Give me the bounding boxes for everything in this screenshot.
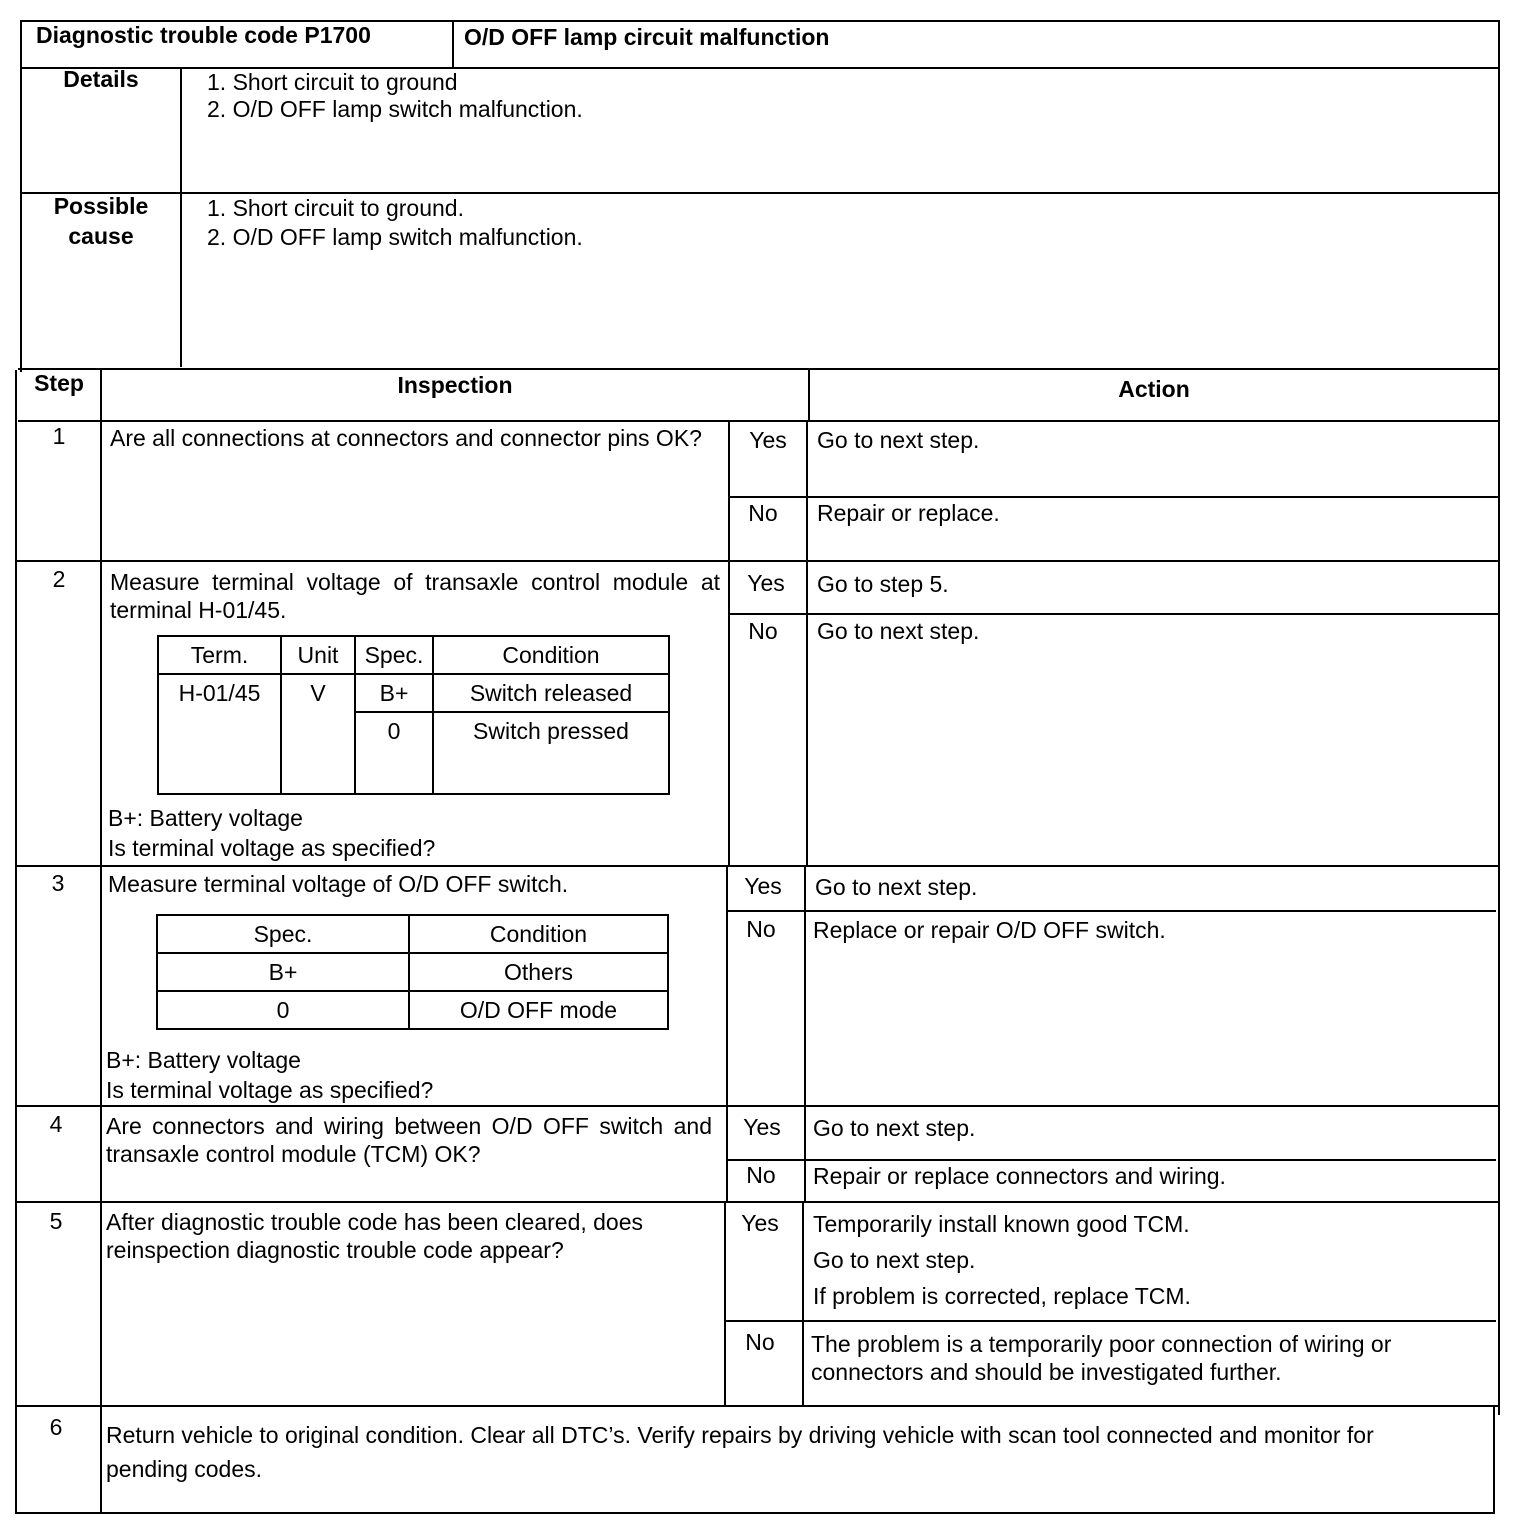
possible-cause-label-line1: Possible [53,193,149,219]
step-2-inspection: Measure terminal voltage of transaxle control module at terminal H-01/45. [110,569,720,623]
step-4-yes-label: Yes [743,1114,781,1140]
s5-yes-bottom [724,1320,1496,1322]
s2-yes-bottom [728,613,1498,615]
cell-spec: B+ [157,953,409,991]
step-2-no-label: No [748,618,778,644]
header-spec: Spec. [355,636,433,674]
step-number-3: 3 [51,870,65,896]
header-unit: Unit [281,636,355,674]
step-5-yes-action-line-2: Go to next step. [813,1247,976,1273]
border-bottom [15,1512,1495,1514]
table-row [157,991,668,1029]
cause-item-2: 2. O/D OFF lamp switch malfunction. [207,224,583,250]
step-1-no-action: Repair or replace. [817,500,1000,526]
step-1-yes-action: Go to next step. [817,427,980,453]
cell-spec: 0 [355,712,433,794]
cause-item-1: 1. Short circuit to ground. [207,195,464,221]
step-number-1: 1 [52,423,66,449]
s5-bottom [16,1405,1498,1407]
s1-yes-bottom [728,496,1498,498]
header-divider [452,20,454,68]
s1-bottom [16,560,1498,562]
border-right [1498,20,1500,1415]
step-2-yes-label: Yes [747,570,785,596]
dtc-code-label: Diagnostic trouble code P1700 [36,22,371,48]
cell-spec: B+ [355,674,433,712]
step-4-yes-action: Go to next step. [813,1115,976,1141]
step-number-4: 4 [49,1111,63,1137]
s2-bottom [16,865,1498,867]
step-5-yes-label: Yes [741,1210,779,1236]
step-1-inspection: Are all connections at connectors and connector pins OK? [110,425,702,451]
cell-condition: Switch pressed [433,712,669,794]
label-divider [180,67,182,367]
step-3-question: Is terminal voltage as specified? [106,1077,434,1103]
s4-yes-bottom [726,1159,1496,1161]
step-4-inspection: Are connectors and wiring between O/D OFF switch and transaxle control module (TCM) OK? [106,1113,712,1167]
step-3-inspection: Measure terminal voltage of O/D OFF switch. [108,871,569,897]
table-row [157,953,668,991]
step-1-yes-label: Yes [749,427,787,453]
step-5-no-action: The problem is a temporarily poor connection of wiring or connectors and should be investigated further. [811,1331,1392,1385]
s1-action-divider [806,420,808,562]
step-4-no-action: Repair or replace connectors and wiring. [813,1163,1226,1189]
s2-yesno-divider [728,562,730,866]
columns-header-bottom [18,420,1499,422]
s3-bottom [16,1105,1498,1107]
step-3-yes-action: Go to next step. [815,874,978,900]
step-5-yes-action-line-3: If problem is corrected, replace TCM. [813,1283,1191,1309]
step-column-divider [100,370,102,1513]
step-number-6: 6 [49,1414,63,1440]
header-term: Term. [158,636,281,674]
cause-bottom [18,368,1499,370]
details-item-1: 1. Short circuit to ground [207,69,458,95]
step-3-no-label: No [746,916,776,942]
step-2-question: Is terminal voltage as specified? [108,835,436,861]
s3-yesno-divider [726,866,728,1106]
step-3-spec-table [156,914,669,1030]
header-condition: Condition [433,636,669,674]
cell-unit: V [281,674,355,794]
dtc-title: O/D OFF lamp circuit malfunction [464,24,830,50]
cell-spec: 0 [157,991,409,1029]
step-number-5: 5 [49,1208,63,1234]
column-action: Action [1118,376,1190,402]
s3-action-divider [804,866,806,1106]
s4-action-divider [804,1106,806,1202]
s2-action-divider [806,562,808,866]
step-2-spec-table [157,635,670,795]
step-5-yes-action-line-1: Temporarily install known good TCM. [813,1211,1190,1237]
border-left-lower [15,370,17,1513]
border-right-lower [1493,1405,1495,1513]
possible-cause-label-line2: cause [68,223,134,249]
step-5-inspection: After diagnostic trouble code has been cleared, does reinspection diagnostic trouble code appear? [106,1209,644,1263]
step-2-note: B+: Battery voltage [108,805,303,831]
column-step: Step [34,370,84,396]
step-5-no-label: No [745,1329,775,1355]
step-2-no-action: Go to next step. [817,618,980,644]
table-header-row [157,915,668,953]
s5-action-divider [802,1203,804,1407]
step-4-no-label: No [746,1162,776,1188]
cell-condition: O/D OFF mode [409,991,668,1029]
details-label: Details [63,66,139,92]
header-spec: Spec. [157,915,409,953]
details-item-2: 2. O/D OFF lamp switch malfunction. [207,96,583,122]
step-3-note: B+: Battery voltage [106,1047,301,1073]
column-inspection: Inspection [397,372,513,398]
step-3-yes-label: Yes [744,873,782,899]
cell-condition: Switch released [433,674,669,712]
step-2-yes-action: Go to step 5. [817,571,949,597]
s3-yes-bottom [726,910,1496,912]
step-6-inspection: Return vehicle to original condition. Clear all DTC’s. Verify repairs by driving vehicle with scan tool connected and monitor for pending codes. [106,1422,1374,1482]
table-header-row [158,636,669,674]
cell-term: H-01/45 [158,674,281,794]
step-1-no-label: No [748,500,778,526]
step-3-no-action: Replace or repair O/D OFF switch. [813,917,1166,943]
cell-condition: Others [409,953,668,991]
s4-bottom [16,1201,1498,1203]
header-condition: Condition [409,915,668,953]
table-row [158,674,669,712]
step-number-2: 2 [52,566,66,592]
